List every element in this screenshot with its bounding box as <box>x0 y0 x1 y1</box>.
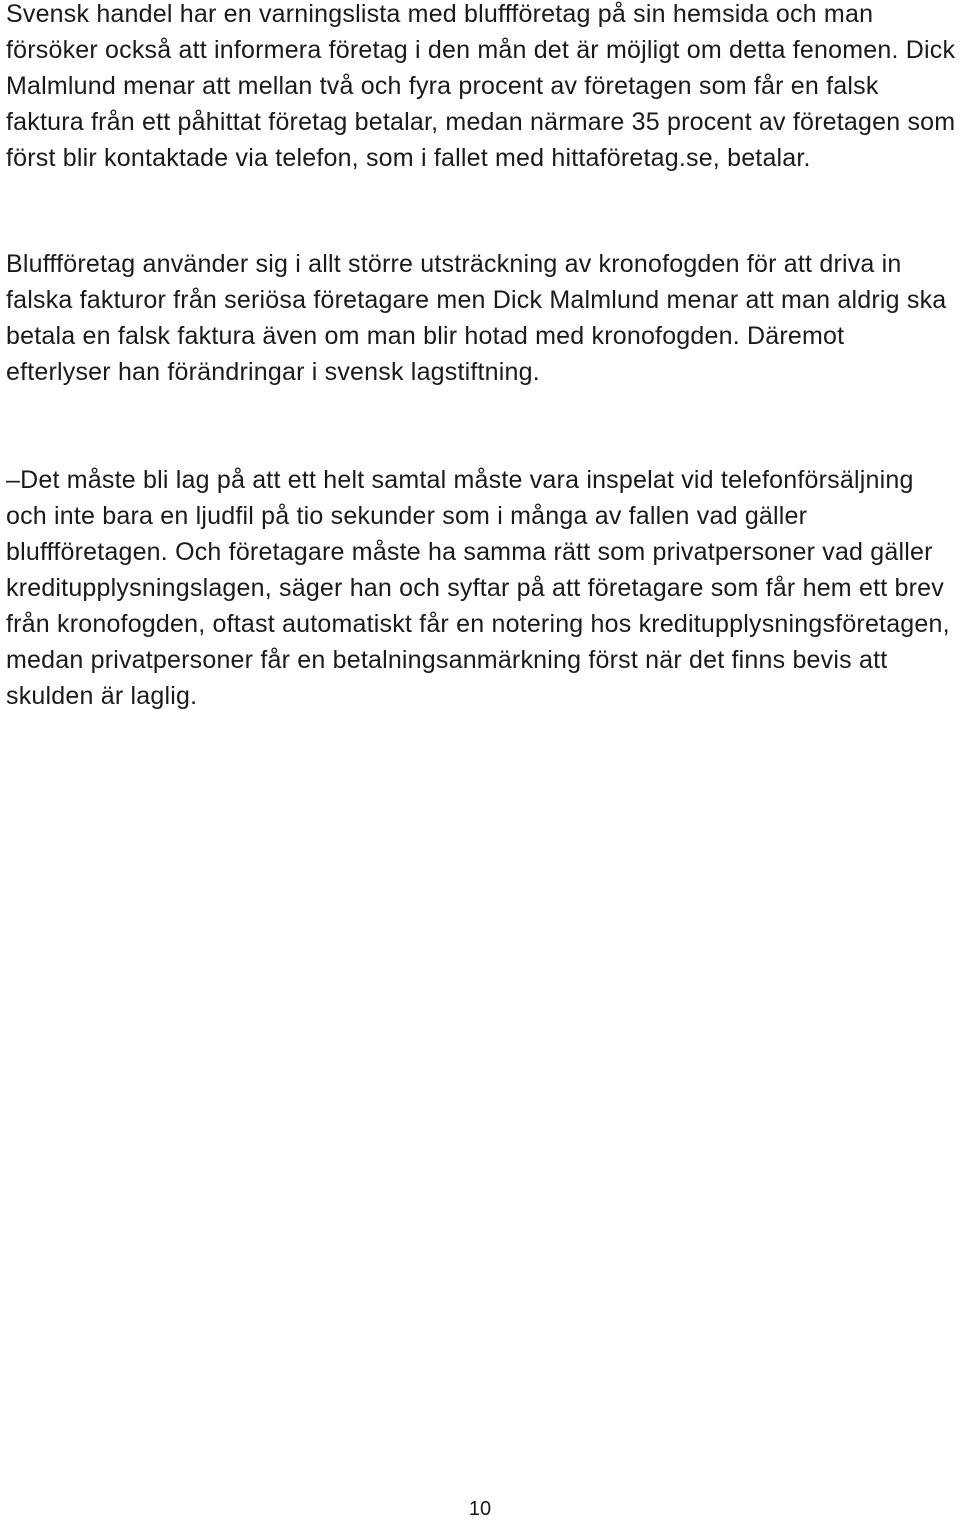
paragraph-quote: –Det måste bli lag på att ett helt samtal måste vara inspelat vid telefonförsäljning och inte bara en ljudfil på tio sekunder som i många av fallen vad gäller bluffföretagen. Och företagare måste ha samma rätt som privatpersoner vad gäller kreditupplysningslagen, säger han och syftar på att företagare som får hem ett brev från kronofogden, oftast automatiskt får en notering hos kreditupplysningsföretagen, medan privatpersoner får en betalningsanmärkning först när det finns bevis att skulden är laglig. <box>6 466 950 710</box>
paragraph-warning-list: Svensk handel har en varningslista med bluffföretag på sin hemsida och man försöker också att informera företag i den mån det är möjligt om detta fenomen. Dick Malmlund menar att mellan två och fyra procent av företagen som får en falsk faktura från ett påhittat företag betalar, medan närmare 35 procent av företagen som först blir kontaktade via telefon, som i fallet med hittaföretag.se, betalar. <box>6 0 956 172</box>
paragraph-kronofogden: Bluffföretag använder sig i allt större utsträckning av kronofogden för att driva in falska fakturor från seriösa företagare men Dick Malmlund menar att man aldrig ska betala en falsk faktura även om man blir hotad med kronofogden. Däremot efterlyser han förändringar i svensk lagstiftning. <box>6 250 947 386</box>
page-number: 10 <box>468 1498 492 1520</box>
